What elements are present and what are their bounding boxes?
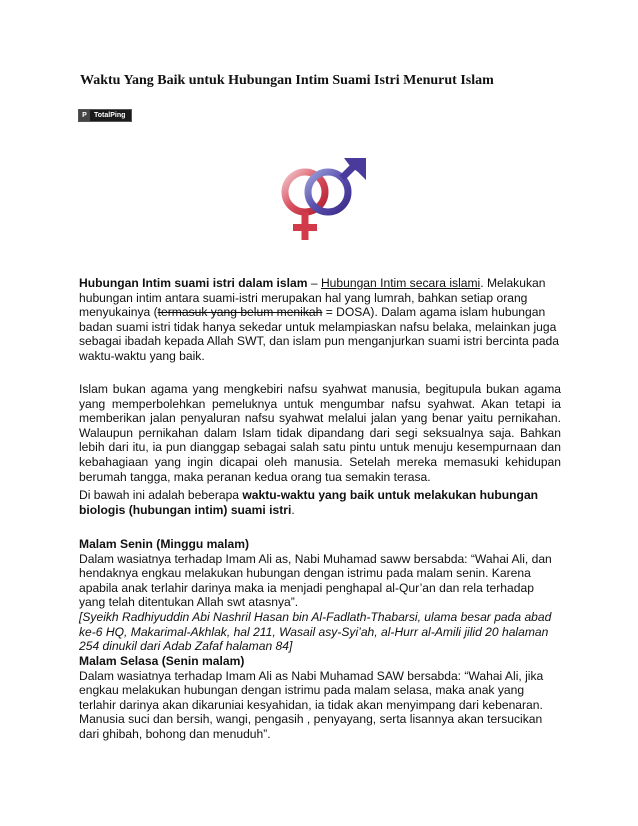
intro-bold-lead: Hubungan Intim suami istri dalam islam — [79, 276, 308, 290]
paragraph-3-plain: Di bawah ini adalah beberapa — [79, 488, 243, 502]
totalping-label: TotalPing — [90, 110, 131, 121]
paragraph-3-end: . — [291, 502, 295, 517]
senin-source: [Syeikh Radhiyuddin Abi Nashril Hasan bin Al-Fadlath-Thabarsi, ulama besar pada abad ke-6 HQ, Makarimal-Akhlak, hal 211, Wasail asy-Syi’ah, al-Hurr al-Amili jilid 20 halaman 254 dinukil dari Adab Zafaf halaman 84] — [79, 609, 552, 654]
paragraph-2 — [79, 382, 561, 484]
intro-strikethrough: termasuk yang belum menikah — [157, 305, 323, 320]
paragraph-3 — [79, 488, 561, 517]
section-malam-senin — [79, 537, 561, 654]
senin-heading: Malam Senin (Minggu malam) — [79, 537, 250, 551]
totalping-badge[interactable] — [78, 109, 132, 122]
gender-symbols-icon — [270, 154, 370, 250]
paragraph-2-text: Islam bukan agama yang mengkebiri nafsu syahwat manusia, begitupula bukan agama yang memperbolehkan pemeluknya untuk mengumbar nafsu syahwat. Akan tetapi ia memberikan jalan penyaluran nafsu syahwat melalui jalan yang benar yaitu pernikahan. Walaupun pernikahan dalam Islam tidak dipandang dari segi seksualnya saja. Bahkan lebih dari itu, ia pun dianggap sebagai salah satu pintu untuk menuju kesempurnaan dan kebahagiaan yang ingin dicapai oleh manusia. Setelah mereka memasuki kehidupan berumah tangga, maka peranan kedua orang tua semakin terasa. — [79, 382, 561, 484]
intro-link[interactable]: Hubungan Intim secara islami — [320, 276, 481, 290]
totalping-icon: P — [79, 110, 90, 121]
senin-body: Dalam wasiatnya terhadap Imam Ali as, Nabi Muhamad saww bersabda: “Wahai Ali, dan hendaknya engkau melakukan hubungan dengan istrimu pada malam senin. Karena apabila anak terlahir darinya maka ia menjadi penghapal al-Qur’an dan rela terhadap yang telah ditentukan Allah swt atasnya”. — [79, 551, 552, 610]
selasa-heading: Malam Selasa (Senin malam) — [79, 654, 245, 668]
female-bar — [293, 224, 317, 231]
intro-dash: – — [307, 276, 321, 290]
paragraph-3-bold: waktu-waktu yang baik untuk melakukan hubungan biologis (hubungan intim) suami istri — [79, 488, 539, 517]
intro-text-1: . Melakukan hubungan intim antara suami-istri merupakan hal yang lumrah, bahkan setiap orang menyukainya ( — [79, 276, 546, 320]
selasa-body: Dalam wasiatnya terhadap Imam Ali as Nabi Muhamad SAW bersabda: “Wahai Ali, jika engkau melakukan hubungan dengan istrimu pada malam selasa, maka anak yang terlahir darinya akan dikaruniai kesyahidan, ia tidak akan menyimpang dari kebenaran. Manusia suci dan bersih, wangi, pengasih , penyayang, serta lisannya akan tersucikan dari ghibah, bohong dan menuduh”. — [79, 668, 544, 741]
section-malam-selasa — [79, 654, 561, 742]
page-title: Waktu Yang Baik untuk Hubungan Intim Suami Istri Menurut Islam — [80, 73, 494, 88]
intro-text-2: = DOSA). Dalam agama islam hubungan badan suami istri tidak hanya sekedar untuk melampiaskan nafsu belaka, melainkan juga sebagai ibadah kepada Allah SWT, dan islam pun menganjurkan suami istri bercinta pada waktu-waktu yang baik. — [79, 305, 560, 363]
intro-paragraph — [79, 276, 561, 364]
